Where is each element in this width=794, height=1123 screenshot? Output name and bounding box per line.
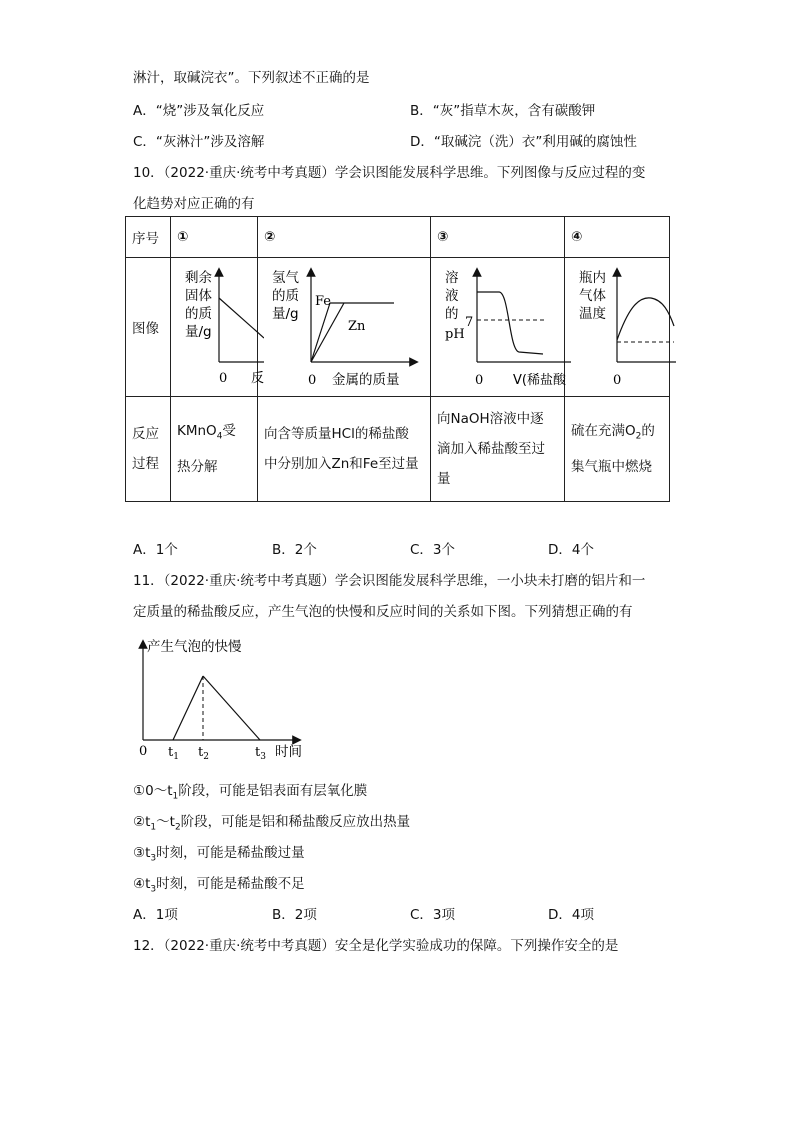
g4-ylabel-2: 气体 bbox=[579, 288, 606, 304]
q11-rise-segment bbox=[173, 676, 203, 740]
g2-label-fe: Fe bbox=[315, 294, 332, 309]
q10-header-process-1: 反应 bbox=[132, 426, 159, 442]
g4-ylabel-3: 温度 bbox=[579, 306, 606, 322]
q9-option-a: A．“烧”涉及氧化反应 bbox=[133, 103, 265, 119]
p4-text2: 的 bbox=[641, 423, 655, 440]
q10-table bbox=[125, 216, 670, 502]
q11-stem-line1: 11．（2022·重庆·统考中考真题）学会识图能发展科学思维，一小块未打磨的铝片和一 bbox=[133, 573, 646, 589]
q11-statement-3: $③t_3$时刻，可能是稀盐酸过量 bbox=[133, 845, 305, 864]
p2-line1: 向含等质量HCl的稀盐酸 bbox=[264, 426, 409, 442]
p4-text: 硫在充满O bbox=[571, 423, 636, 440]
g2-origin: 0 bbox=[308, 373, 317, 388]
g1-ylabel-4: 量/g bbox=[185, 324, 212, 340]
q11-ylabel: 产生气泡的快慢 bbox=[147, 639, 242, 655]
q11-tick-t3: $t_3$ bbox=[255, 745, 266, 762]
g3-curve bbox=[477, 292, 543, 354]
g3-ylabel-3: 的 bbox=[445, 306, 459, 322]
q10-process-2 bbox=[258, 397, 431, 502]
g4-origin: 0 bbox=[613, 373, 622, 388]
q11-statement-2: $②t_1\sim t_2$阶段，可能是铝和稀盐酸反应放出热量 bbox=[133, 814, 411, 833]
graph-3-svg bbox=[437, 258, 571, 392]
q10-option-d: D．4个 bbox=[548, 542, 594, 558]
q9-option-c: C．“灰淋汁”涉及溶解 bbox=[133, 134, 265, 150]
p1-line2: 热分解 bbox=[177, 458, 218, 475]
p3-line1: 向NaOH溶液中逐 bbox=[437, 411, 544, 427]
q9-option-d: D．“取碱浣（洗）衣”利用碱的腐蚀性 bbox=[410, 134, 637, 150]
q11-tick-t1: $t_1$ bbox=[168, 745, 179, 762]
q10-option-a: A．1个 bbox=[133, 542, 178, 558]
q10-col-2: ② bbox=[258, 217, 431, 258]
p3-line3: 量 bbox=[437, 471, 451, 487]
p3-line2: 滴加入稀盐酸至过 bbox=[437, 441, 545, 457]
q11-xlabel: 时间 bbox=[275, 744, 302, 760]
p1-sub: 4 bbox=[216, 431, 223, 442]
q11-statement-4: $④t_3$时刻，可能是稀盐酸不足 bbox=[133, 876, 305, 895]
q10-stem-line2: 化趋势对应正确的有 bbox=[133, 196, 255, 212]
q9-option-b: B．“灰”指草木灰，含有碳酸钾 bbox=[410, 103, 596, 119]
g3-xlabel: V(稀盐酸 bbox=[513, 373, 566, 388]
g2-ylabel-3: 量/g bbox=[272, 306, 299, 322]
q11-option-a: A．1项 bbox=[133, 907, 178, 923]
q10-process-4 bbox=[565, 397, 670, 502]
q10-option-c: C．3个 bbox=[410, 542, 456, 558]
g1-ylabel-3: 的质 bbox=[185, 306, 212, 322]
g1-ylabel-2: 固体 bbox=[185, 288, 212, 304]
q11-option-d: D．4项 bbox=[548, 907, 594, 923]
q10-option-b: B．2个 bbox=[272, 542, 317, 558]
q10-col-4: ④ bbox=[565, 217, 670, 258]
g1-xlabel: 反 bbox=[251, 371, 264, 386]
q11-origin: 0 bbox=[139, 744, 148, 759]
q10-header-index: 序号 bbox=[126, 217, 171, 258]
q10-process-1 bbox=[171, 397, 258, 502]
q10-graph-2 bbox=[258, 258, 431, 397]
g2-ylabel-2: 的质 bbox=[272, 288, 299, 304]
q10-header-process-2: 过程 bbox=[132, 456, 159, 472]
q10-header-graph: 图像 bbox=[126, 258, 171, 397]
p1-text: 受 bbox=[222, 423, 236, 440]
q11-stem-line2: 定质量的稀盐酸反应，产生气泡的快慢和反应时间的关系如下图。下列猜想正确的有 bbox=[133, 604, 633, 620]
q9-stem-tail: 淋汁，取碱浣衣”。下列叙述不正确的是 bbox=[133, 70, 370, 86]
p4-sub: 2 bbox=[635, 431, 642, 442]
g2-ylabel-1: 氢气 bbox=[272, 270, 299, 286]
g1-ylabel-1: 剩余 bbox=[185, 270, 212, 286]
q11-chart bbox=[125, 630, 325, 770]
g3-origin: 0 bbox=[475, 373, 484, 388]
g3-ylabel-2: 液 bbox=[445, 288, 459, 304]
q11-statement-1: $①0\sim t_1$阶段，可能是铝表面有层氧化膜 bbox=[133, 783, 368, 802]
q12-stem-line1: 12．（2022·重庆·统考中考真题）安全是化学实验成功的保障。下列操作安全的是 bbox=[133, 938, 619, 954]
q10-graph-1 bbox=[171, 258, 264, 397]
p2-line2: 中分别加入Zn和Fe至过量 bbox=[264, 456, 419, 472]
graph-4-svg bbox=[571, 258, 676, 392]
q10-process-3 bbox=[431, 397, 565, 502]
q10-col-3: ③ bbox=[431, 217, 565, 258]
q11-fall-segment bbox=[203, 676, 260, 740]
q10-graph-3 bbox=[431, 258, 565, 397]
g3-ylabel-4: pH bbox=[445, 327, 465, 342]
q10-col-1: ① bbox=[171, 217, 258, 258]
graph-1-svg bbox=[177, 258, 264, 392]
g3-tick-7: 7 bbox=[465, 315, 474, 330]
g1-origin: 0 bbox=[219, 371, 228, 386]
g4-ylabel-1: 瓶内 bbox=[579, 270, 606, 286]
g4-curve bbox=[617, 298, 674, 340]
q10-header-process bbox=[126, 397, 171, 502]
graph-2-svg bbox=[264, 258, 437, 392]
g3-ylabel-1: 溶 bbox=[445, 270, 459, 286]
g2-label-zn: Zn bbox=[348, 319, 366, 334]
g1-curve bbox=[219, 298, 264, 338]
q10-stem-line1: 10．（2022·重庆·统考中考真题）学会识图能发展科学思维。下列图像与反应过程的变 bbox=[133, 165, 646, 181]
q11-option-b: B．2项 bbox=[272, 907, 317, 923]
q11-tick-t2: $t_2$ bbox=[198, 745, 209, 762]
p1-formula: KMnO bbox=[177, 423, 217, 440]
q11-option-c: C．3项 bbox=[410, 907, 456, 923]
g2-xlabel: 金属的质量 bbox=[332, 372, 400, 388]
q10-graph-4 bbox=[565, 258, 670, 397]
p4-line2: 集气瓶中燃烧 bbox=[571, 458, 652, 475]
